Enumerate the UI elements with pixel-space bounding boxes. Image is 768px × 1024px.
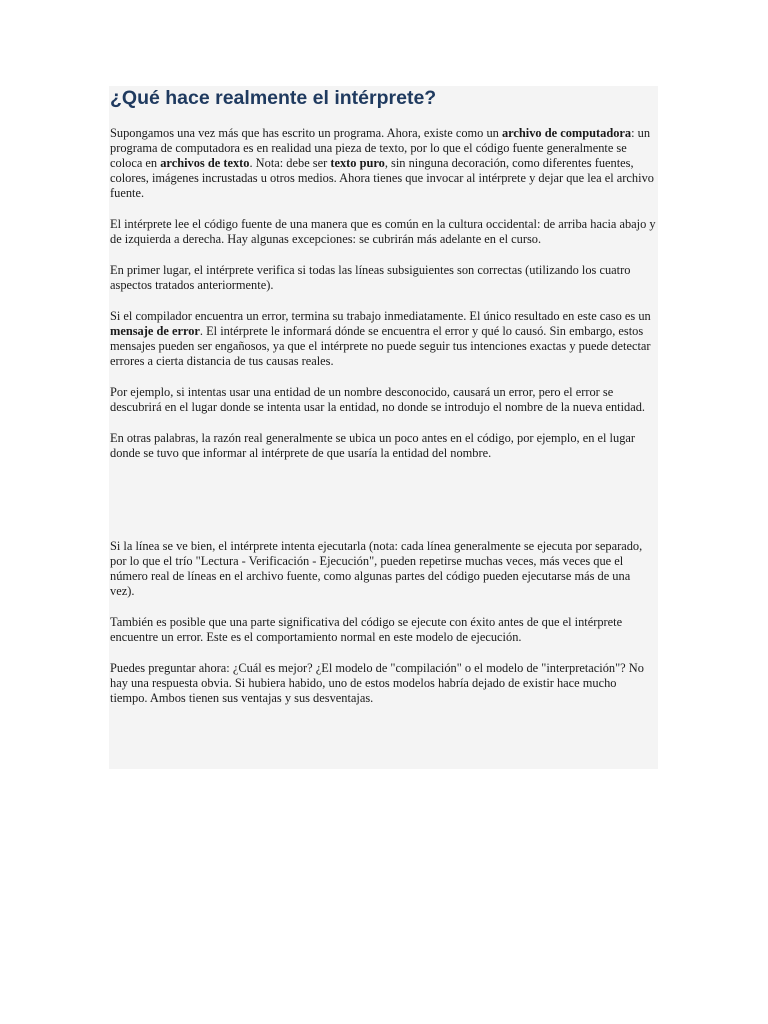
paragraph (110, 431, 657, 461)
bold-term: mensaje de error (110, 324, 200, 338)
document-panel (109, 86, 658, 769)
bold-term: archivos de texto (160, 156, 250, 170)
paragraph (110, 615, 657, 645)
paragraph (110, 385, 657, 415)
page-title: ¿Qué hace realmente el intérprete? (110, 87, 437, 109)
paragraph (110, 539, 657, 599)
paragraph-text: Si el compilador encuentra un error, termina su trabajo inmediatamente. El único resultado en este caso es un (110, 309, 651, 323)
bold-term: texto puro (330, 156, 385, 170)
paragraph-text: Por ejemplo, si intentas usar una entidad de un nombre desconocido, causará un error, pero el error se descubrirá en el lugar donde se intenta usar la entidad, no donde se introdujo el nombre de la nueva entidad. (110, 385, 646, 414)
document-content (109, 86, 658, 706)
paragraph-text: , sin ninguna decoración, como diferentes fuentes, colores, imágenes incrustadas u otros medios. Ahora tienes que invocar al intérprete y dejar que lea el archivo fuente. (110, 156, 654, 200)
paragraph-text: : un programa de computadora es en realidad una pieza de texto, por lo que el código fuente generalmente se coloca en (110, 126, 651, 170)
paragraph-text: Puedes preguntar ahora: ¿Cuál es mejor? ¿El modelo de "compilación" o el modelo de "interpretación"? No hay una respuesta obvia. Si hubiera habido, uno de estos modelos habría dejado de existir hace mucho tiempo. Ambos tienen sus ventajas y sus desventajas. (110, 661, 644, 705)
paragraph-text: En primer lugar, el intérprete verifica si todas las líneas subsiguientes son correctas (utilizando los cuatro aspectos tratados anteriormente). (110, 263, 631, 292)
paragraph-text: Supongamos una vez más que has escrito un programa. Ahora, existe como un (110, 126, 502, 140)
bold-term: archivo de computadora (501, 126, 632, 140)
paragraph-text: Si la línea se ve bien, el intérprete intenta ejecutarla (nota: cada línea generalmente se ejecuta por separado, por lo que el trío "Lectura - Verificación - Ejecución", pueden repetirse muchas veces, más veces que el número real de líneas en el archivo fuente, como algunas partes del código pueden ejecutarse más de una vez). (110, 539, 643, 598)
paragraph-text: . Nota: debe ser (249, 156, 331, 170)
paragraph (110, 217, 657, 247)
paragraph-text: En otras palabras, la razón real generalmente se ubica un poco antes en el código, por ejemplo, en el lugar donde se tuvo que informar al intérprete de que usaría la entidad del nombre. (110, 431, 636, 460)
paragraph (110, 309, 657, 369)
paragraph-text: También es posible que una parte significativa del código se ejecute con éxito antes de que el intérprete encuentre un error. Este es el comportamiento normal en este modelo de ejecución. (110, 615, 623, 644)
paragraph (110, 126, 657, 201)
paragraph-text: El intérprete lee el código fuente de una manera que es común en la cultura occidental: de arriba hacia abajo y de izquierda a derecha. Hay algunas excepciones: se cubrirán más adelante en el curso. (110, 217, 656, 246)
paragraph (110, 263, 657, 293)
paragraph-text: . El intérprete le informará dónde se encuentra el error y qué lo causó. Sin embargo, estos mensajes pueden ser engañosos, ya que el intérprete no puede seguir tus intenciones exactas y puede detectar errores a cierta distancia de tus causas reales. (110, 324, 651, 368)
paragraph (110, 661, 657, 706)
